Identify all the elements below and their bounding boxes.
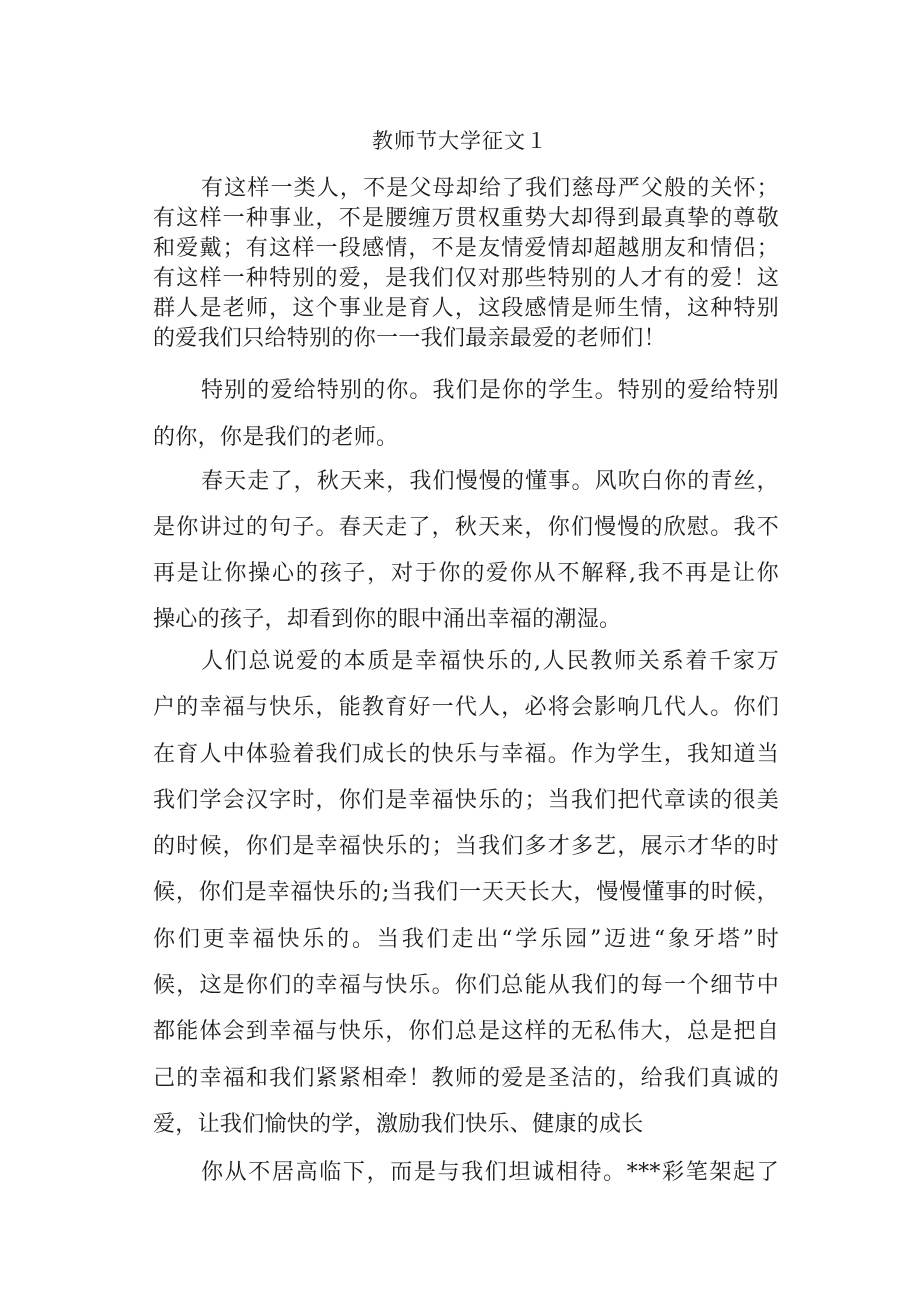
text-line: 候，这是你们的幸福与快乐。你们总能从我们的每一个细节中 [153, 973, 779, 999]
text-line: 人们总说爱的本质是幸福快乐的,人民教师关系着千家万 [201, 649, 779, 674]
text-line: 有这样一种特别的爱，是我们仅对那些特别的人才有的爱！这 [153, 266, 779, 291]
text-line: 的爱我们只给特别的你一一我们最亲最爱的老师们！ [153, 326, 666, 351]
text-line: 爱，让我们愉快的学，激励我们快乐、健康的成长 [153, 1111, 644, 1137]
text-line: 己的幸福和我们紧紧相牵！教师的爱是圣洁的，给我们真诚的 [153, 1065, 779, 1091]
document-title: 教师节大学征文１ [372, 129, 548, 153]
text-line: 是你讲过的句子。春天走了，秋天来，你们慢慢的欣慰。我不 [153, 515, 779, 540]
text-line: 的时候，你们是幸福快乐的；当我们多才多艺，展示才华的时 [153, 834, 779, 860]
paragraph-5 [153, 1150, 779, 1196]
text-line: 在育人中体验着我们成长的快乐与幸福。作为学生，我知道当 [153, 741, 779, 767]
text-line: 我们学会汉字时，你们是幸福快乐的；当我们把代章读的很美 [153, 787, 779, 813]
text-line: 再是让你操心的孩子，对于你的爱你从不解释,我不再是让你 [153, 561, 779, 586]
text-line: 群人是老师，这个事业是育人，这段感情是师生情，这种特别 [153, 296, 779, 321]
text-line: 的你，你是我们的老师。 [153, 425, 399, 450]
paragraph-3 [153, 459, 779, 643]
text-line: 特别的爱给特别的你。我们是你的学生。特别的爱给特别 [201, 378, 779, 403]
paragraph-4 [153, 639, 779, 1148]
text-line: 有这样一类人，不是父母却给了我们慈母严父般的关怀； [201, 176, 779, 201]
text-line: 春天走了，秋天来，我们慢慢的懂事。风吹白你的青丝， [201, 469, 779, 494]
paragraph-2 [153, 367, 779, 461]
paragraph-1 [153, 174, 779, 354]
text-line: 候，你们是幸福快乐的;当我们一天天长大，慢慢懂事的时候， [153, 880, 779, 906]
text-line: 都能体会到幸福与快乐，你们总是这样的无私伟大，总是把自 [153, 1019, 779, 1045]
text-line: 你从不居高临下，而是与我们坦诚相待。***彩笔架起了 [201, 1160, 779, 1185]
text-line: 操心的孩子，却看到你的眼中涌出幸福的潮湿。 [153, 607, 622, 632]
text-line: 和爱戴；有这样一段感情，不是友情爱情却超越朋友和情侣； [153, 236, 779, 261]
text-line: 有这样一种事业，不是腰缠万贯权重势大却得到最真挚的尊敬 [153, 206, 779, 231]
text-line: 你们更幸福快乐的。当我们走出“学乐园”迈进“象牙塔”时 [153, 926, 779, 952]
text-line: 户的幸福与快乐，能教育好一代人，必将会影响几代人。你们 [153, 695, 779, 721]
